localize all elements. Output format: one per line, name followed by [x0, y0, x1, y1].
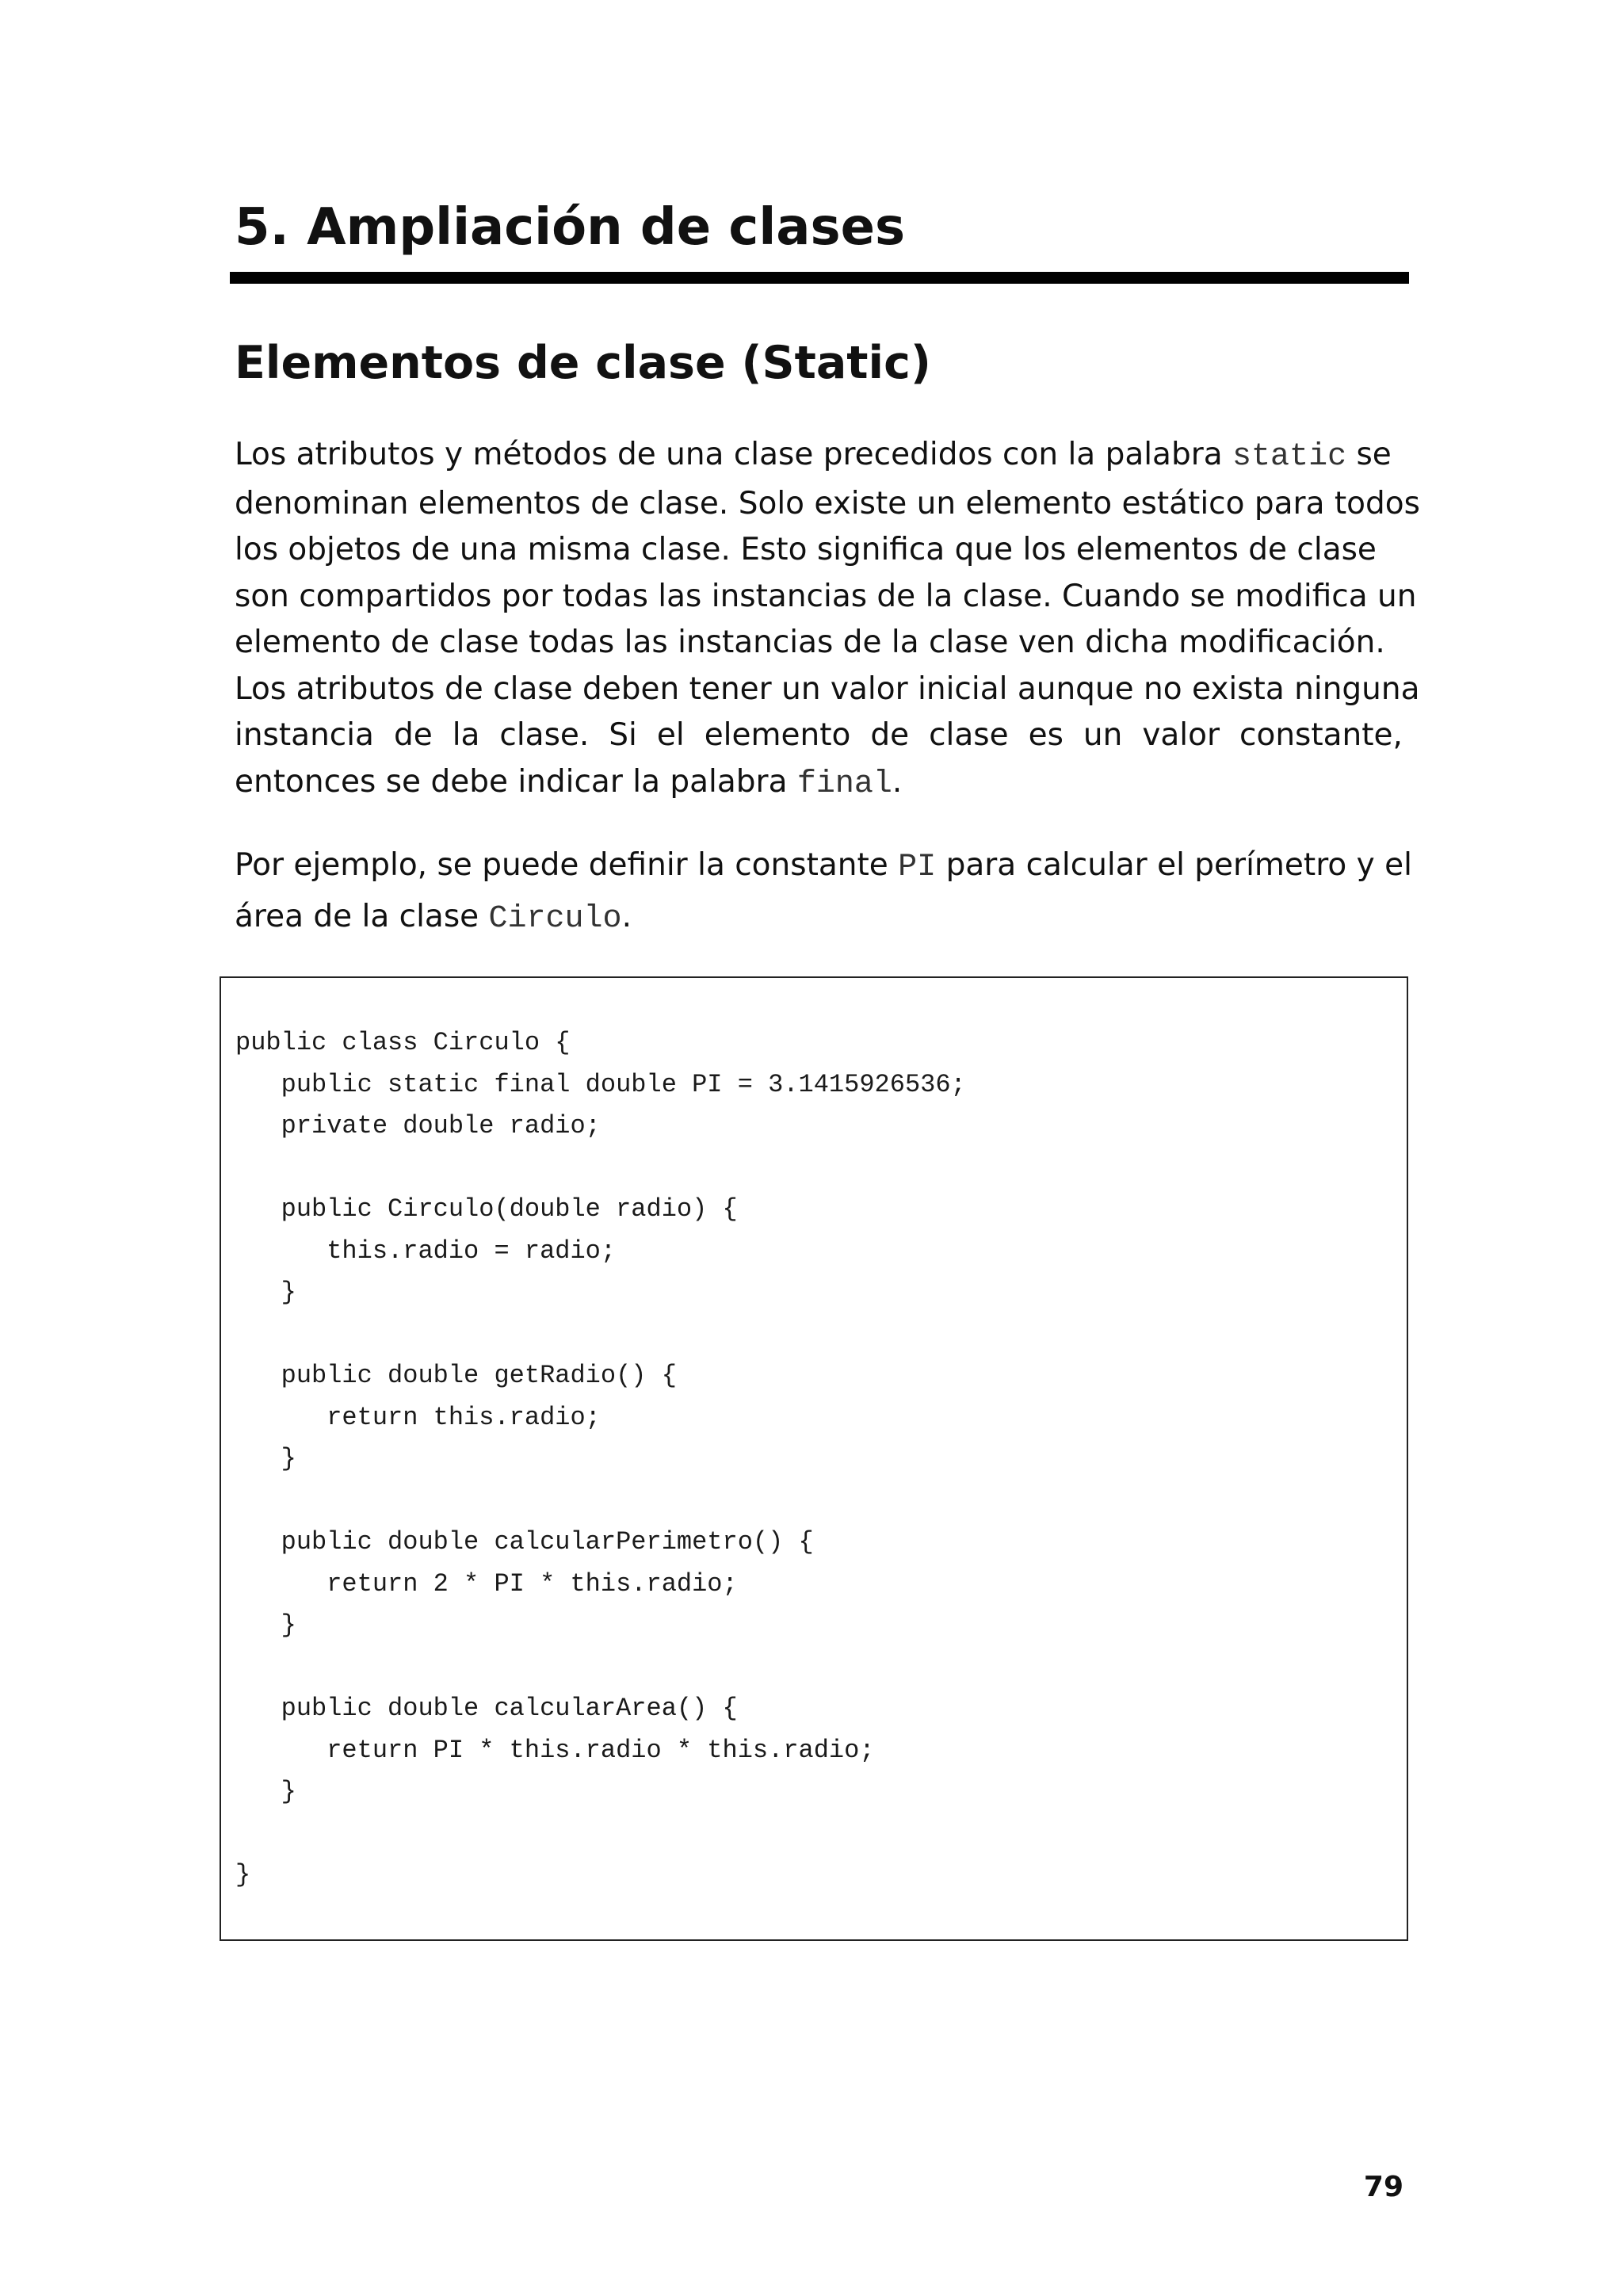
code-line — [235, 1647, 966, 1689]
word: constante, — [1239, 717, 1403, 753]
word: Si — [609, 717, 637, 753]
text-run: área de la clase — [235, 899, 489, 934]
text-run: . — [621, 899, 632, 934]
code-listing-box — [220, 976, 1408, 1941]
paragraph-line — [235, 432, 1403, 481]
chapter-divider — [230, 272, 1409, 284]
paragraph-line — [235, 759, 1403, 808]
word: instancia — [235, 717, 374, 753]
inline-code-final: final — [796, 766, 892, 802]
code-line: public double getRadio() { — [235, 1361, 677, 1390]
inline-code-pi: PI — [898, 850, 937, 885]
word: valor — [1142, 717, 1220, 753]
word: clase. — [499, 717, 590, 753]
code-line — [235, 1148, 966, 1190]
code-line: public double calcularArea() { — [235, 1694, 738, 1723]
code-line: } — [235, 1610, 296, 1640]
inline-code-circulo: Circulo — [488, 901, 622, 937]
text-run: . — [892, 763, 903, 800]
code-line: public Circulo(double radio) { — [235, 1194, 738, 1224]
word: es — [1028, 717, 1064, 753]
code-line: return 2 * PI * this.radio; — [235, 1568, 738, 1599]
paragraph-line: los objetos de una misma clase. Esto significa que los elementos de clase — [235, 532, 1377, 567]
code-line — [235, 1314, 966, 1356]
text-run: Por ejemplo, se puede definir la constante — [235, 847, 899, 883]
code-line: } — [235, 1777, 296, 1806]
text-run: para calcular el perímetro y el — [936, 847, 1412, 883]
word: de — [393, 717, 433, 753]
code-line: } — [235, 1444, 296, 1473]
text-run: Los atributos y métodos de una clase precedidos con la palabra — [235, 437, 1233, 472]
code-line: private double radio; — [235, 1111, 601, 1140]
paragraph-line: elemento de clase todas las instancias de la clase ven dicha modificación. — [235, 625, 1385, 660]
word: el — [656, 717, 685, 753]
paragraph-line — [235, 892, 1403, 944]
word: un — [1083, 717, 1123, 753]
code-line — [235, 1480, 966, 1522]
chapter-title: 5. Ampliación de clases — [235, 198, 906, 257]
code-block — [235, 1022, 966, 1897]
code-line: } — [235, 1860, 251, 1889]
paragraph-static-elements — [235, 432, 1420, 808]
word: elemento — [704, 717, 851, 753]
code-line: } — [235, 1278, 296, 1307]
code-line — [235, 1813, 966, 1855]
code-line: public double calcularPerimetro() { — [235, 1527, 814, 1557]
code-line: this.radio = radio; — [235, 1236, 617, 1266]
code-line: public static final double PI = 3.1415926536; — [235, 1069, 966, 1099]
paragraph-example — [235, 841, 1412, 944]
text-run: se — [1346, 437, 1392, 472]
word: la — [452, 717, 480, 753]
word: de — [870, 717, 910, 753]
text-run: entonces se debe indicar la palabra — [235, 763, 797, 800]
code-line: return PI * this.radio * this.radio; — [235, 1735, 875, 1765]
paragraph-line: Los atributos de clase deben tener un valor inicial aunque no exista ninguna — [235, 670, 1420, 707]
paragraph-line: son compartidos por todas las instancias de la clase. Cuando se modifica un — [235, 578, 1417, 614]
code-line: public class Circulo { — [235, 1028, 571, 1057]
section-title: Elementos de clase (Static) — [235, 337, 931, 389]
code-line: return this.radio; — [235, 1402, 601, 1432]
page-number: 79 — [1363, 2171, 1403, 2203]
inline-code-static: static — [1232, 439, 1347, 475]
paragraph-line — [235, 841, 1412, 892]
paragraph-line-justified — [235, 712, 1403, 759]
word: clase — [929, 717, 1009, 753]
paragraph-line: denominan elementos de clase. Solo existe un elemento estático para todos — [235, 485, 1420, 521]
